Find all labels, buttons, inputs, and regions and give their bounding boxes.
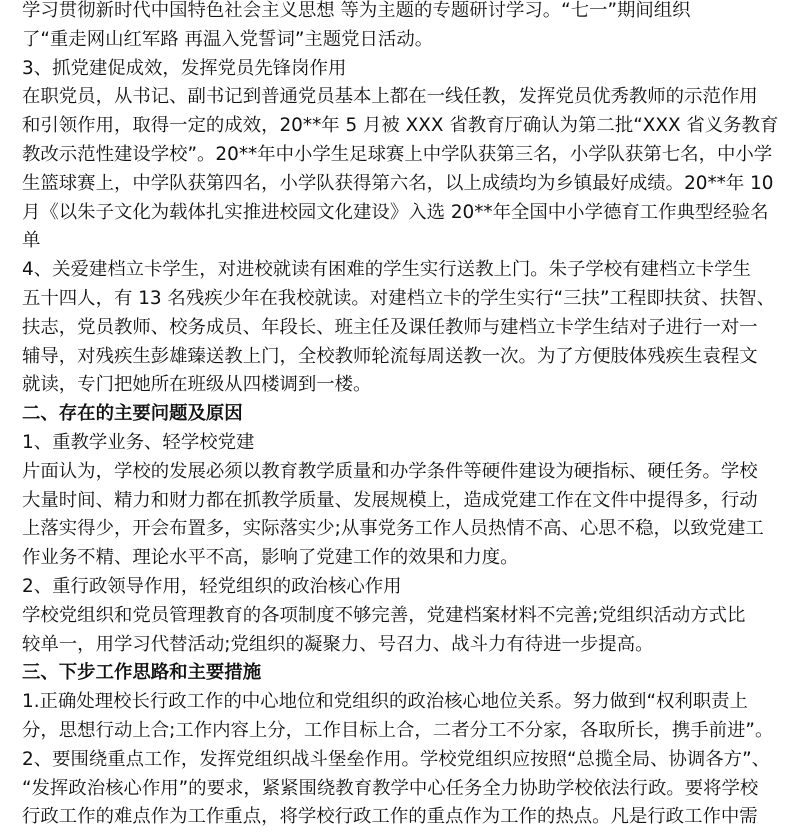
text-line: 辅导，对残疾生彭雄臻送教上门，全校教师轮流每周送教一次。为了方便肢体残疾生袁程文 bbox=[22, 345, 758, 367]
text-line: 在职党员，从书记、副书记到普通党员基本上都在一线任教，发挥党员优秀教师的示范作用 bbox=[22, 86, 758, 108]
text-line: 五十四人，有 13 名残疾少年在我校就读。对建档立卡的学生实行“三扶”工程即扶贫、扶智、 bbox=[22, 288, 775, 309]
text-line: 分，思想行动上合;工作内容上分，工作目标上合，二者分工不分家，各取所长，携手前进”。 bbox=[22, 720, 774, 741]
text-line: 学校党组织和党员管理教育的各项制度不够完善，党建档案材料不完善;党组织活动方式比 bbox=[22, 604, 746, 626]
text-line: 上落实得少，开会布置多，实际落实少;从事党务工作人员热情不高、心思不稳，以致党建工 bbox=[22, 518, 764, 540]
section-heading: 三、下步工作思路和主要措施 bbox=[22, 662, 262, 684]
text-line: 就读，专门把她所在班级从四楼调到一楼。 bbox=[22, 374, 372, 396]
text-line: 3、抓党建促成效，发挥党员先锋岗作用 bbox=[22, 57, 347, 79]
text-line: “发挥政治核心作用”的要求，紧紧围绕教育教学中心任务全力协助学校依法行政。要将学校 bbox=[22, 777, 759, 799]
text-line: 了“重走网山红军路 再温入党誓词”主题党日活动。 bbox=[22, 28, 434, 50]
text-line: 片面认为，学校的发展必须以教育教学质量和办学条件等硬件建设为硬指标、硬任务。学校 bbox=[22, 460, 758, 482]
text-line: 教改示范性建设学校”。20**年中小学生足球赛上中学队获第三名，小学队获第七名，中小学 bbox=[22, 144, 773, 165]
text-line: 1、重教学业务、轻学校党建 bbox=[22, 432, 255, 453]
text-line: 生篮球赛上，中学队获第四名，小学队获得第六名，以上成绩均为乡镇最好成绩。20**年 10 bbox=[22, 172, 774, 194]
text-line: 大量时间、精力和财力都在抓教学质量、发展规模上，造成党建工作在文件中提得多，行动 bbox=[22, 489, 758, 511]
text-line: 扶志，党员教师、校务成员、年段长、班主任及课任教师与建档立卡学生结对子进行一对一 bbox=[22, 316, 758, 338]
text-line: 2、要围绕重点工作，发挥党组织战斗堡垒作用。学校党组织应按照“总揽全局、协调各方”、 bbox=[22, 748, 770, 770]
text-line: 和引领作用，取得一定的成效，20**年 5 月被 XXX 省教育厅确认为第二批“XXX 省义务教育 bbox=[22, 115, 779, 137]
text-line: 单 bbox=[22, 230, 41, 252]
text-line: 月《以朱子文化为载体扎实推进校园文化建设》入选 20**年全国中小学德育工作典型经验名 bbox=[22, 201, 769, 223]
text-line: 较单一，用学习代替活动;党组织的凝聚力、号召力、战斗力有待进一步提高。 bbox=[22, 633, 654, 655]
text-line: 行政工作的难点作为工作重点，将学校行政工作的重点作为工作的热点。凡是行政工作中需 bbox=[22, 806, 758, 828]
section-heading: 二、存在的主要问题及原因 bbox=[22, 403, 243, 425]
text-line: 学习贯彻新时代中国特色社会主义思想 等为主题的专题研讨学习。“七一”期间组织 bbox=[22, 0, 691, 21]
text-line: 4、关爱建档立卡学生，对进校就读有困难的学生实行送教上门。朱子学校有建档立卡学生 bbox=[22, 259, 751, 281]
text-line: 作业务不精、理论水平不高，影响了党建工作的效果和力度。 bbox=[22, 547, 519, 569]
text-line: 1.正确处理校长行政工作的中心地位和党组织的政治核心地位关系。努力做到“权利职责上 bbox=[22, 691, 748, 713]
text-line: 2、重行政领导作用，轻党组织的政治核心作用 bbox=[22, 576, 402, 597]
